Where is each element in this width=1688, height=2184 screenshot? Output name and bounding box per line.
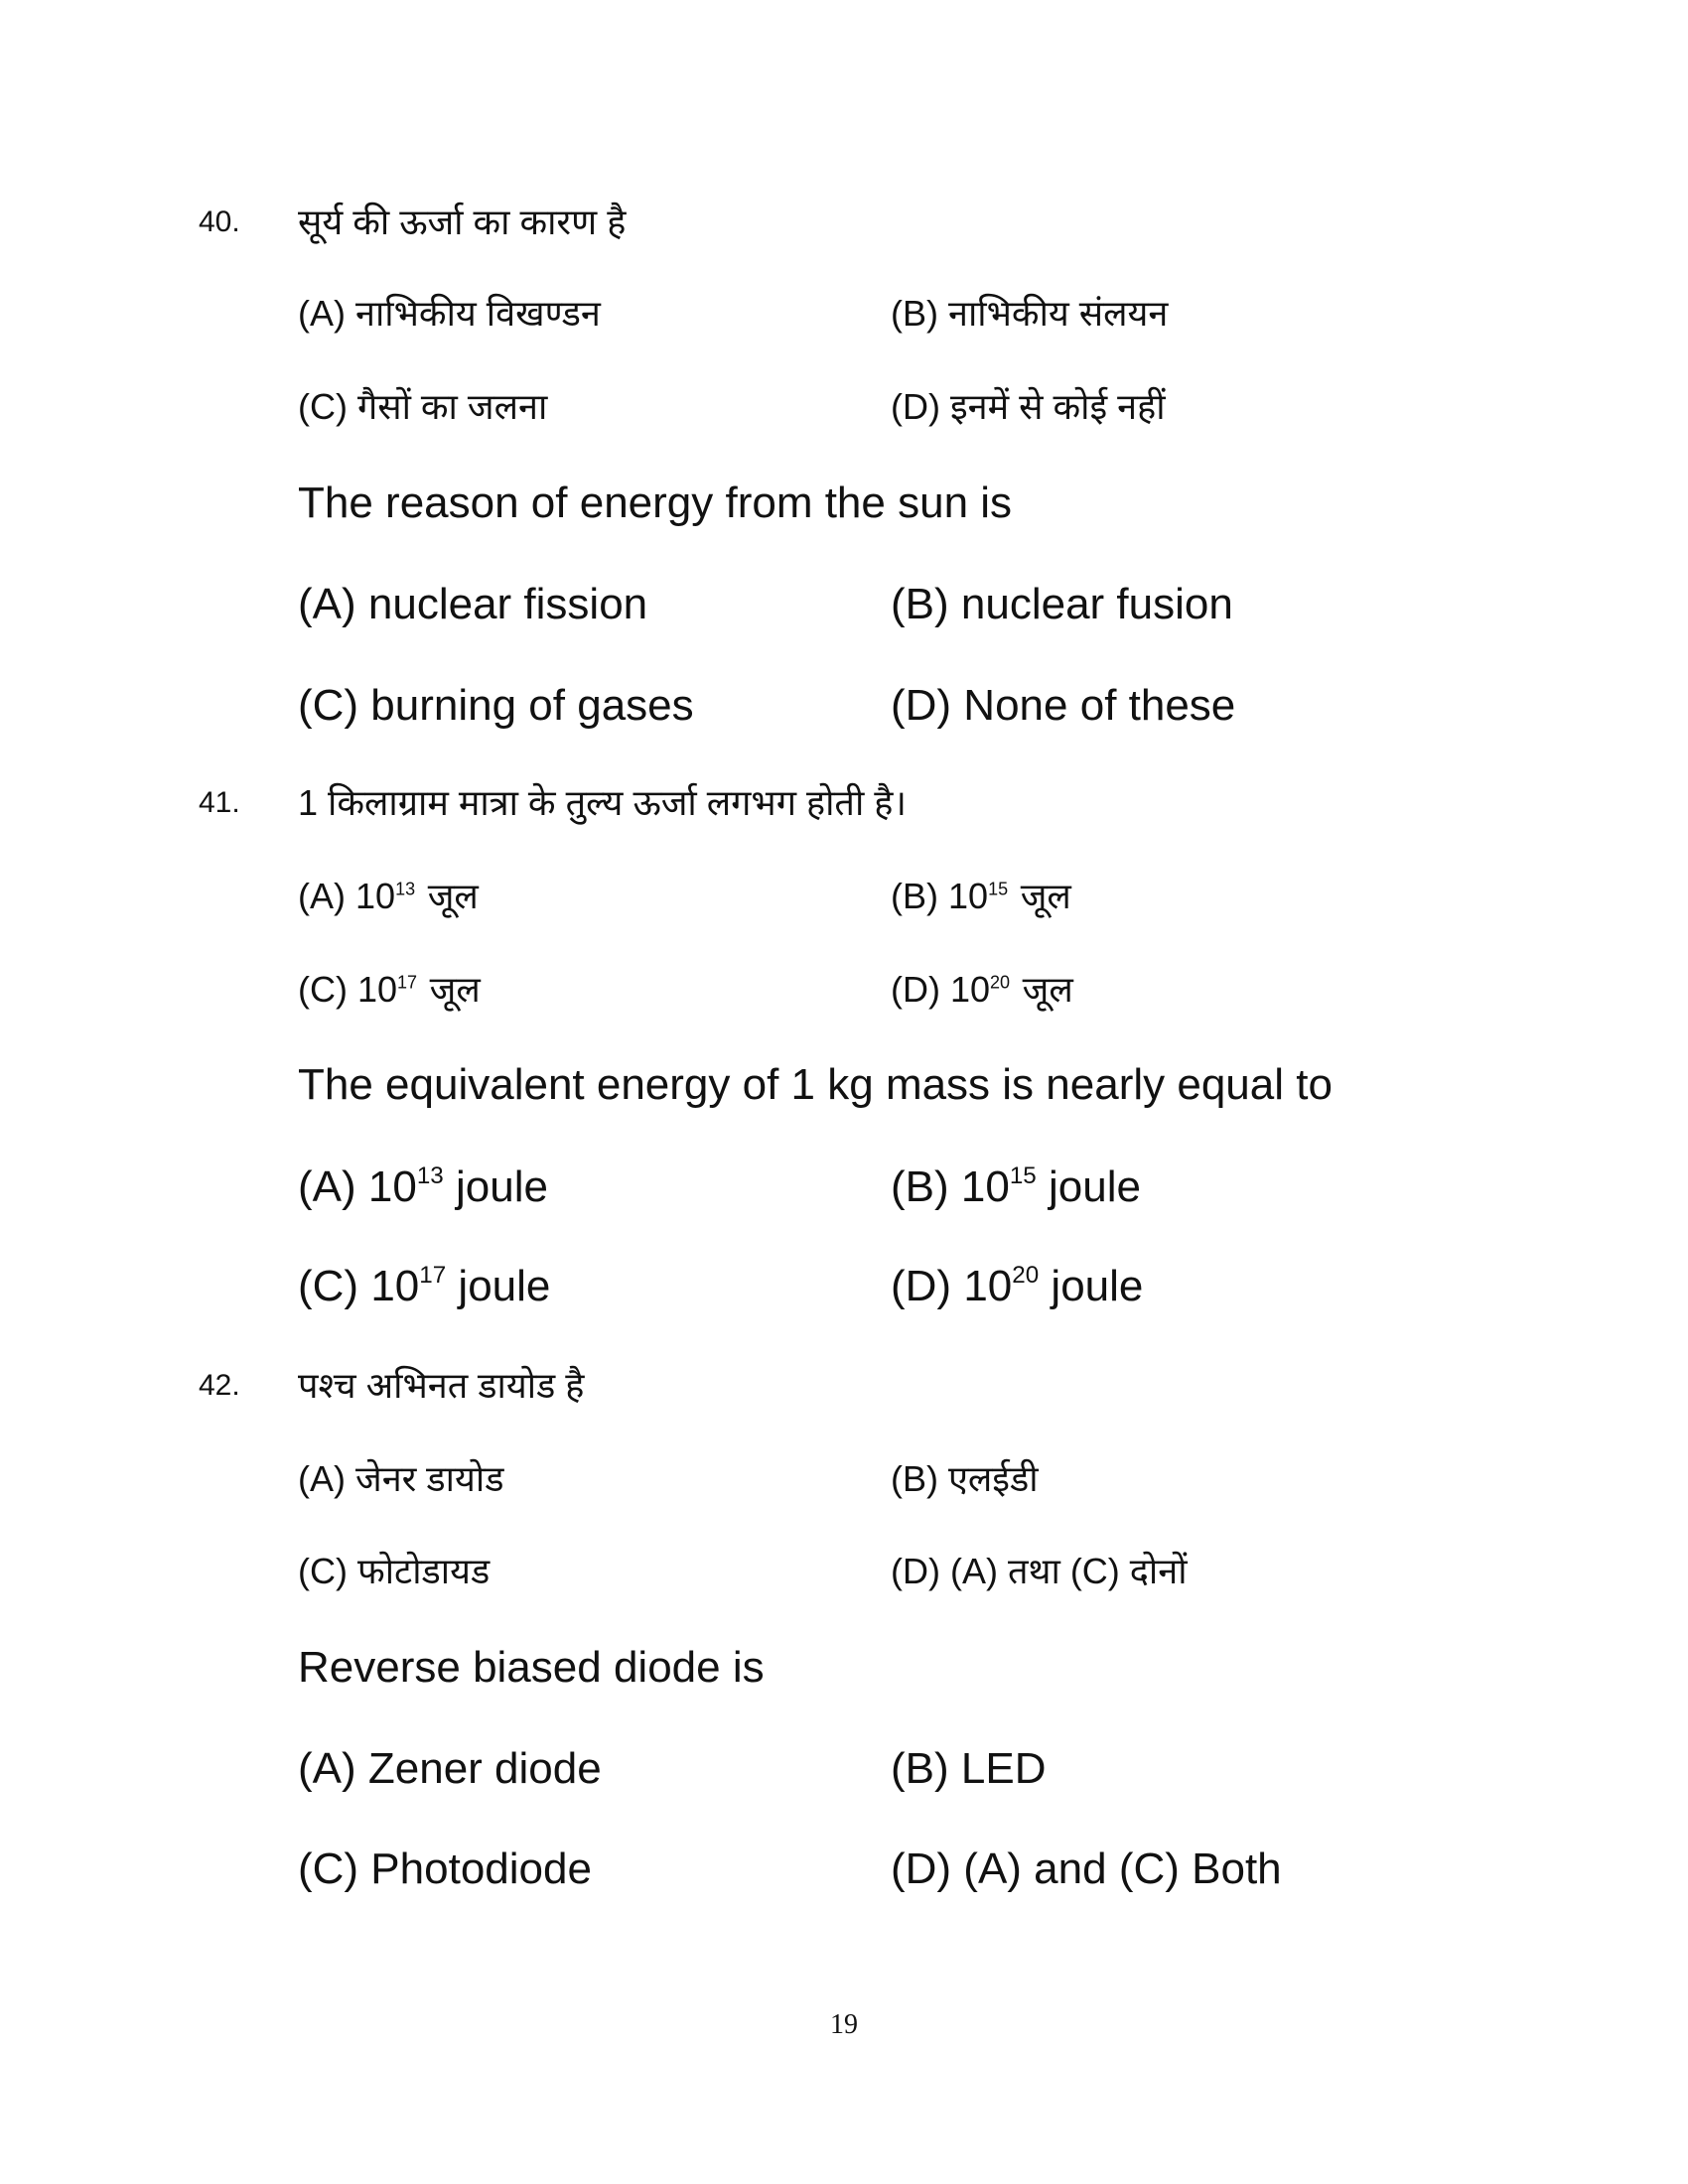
option-label: (C) (298, 1262, 359, 1310)
option-label: (B) (891, 1162, 949, 1211)
option-exponent: 17 (419, 1261, 447, 1289)
option-label: (A) (298, 876, 346, 916)
option-exponent: 15 (988, 879, 1009, 899)
option-exponent: 20 (990, 972, 1011, 993)
option-a-english (298, 1161, 548, 1213)
question-text-english: The equivalent energy of 1 kg mass is nearly equal to (298, 1060, 1333, 1109)
option-base: 10 (367, 1162, 417, 1211)
option-b-english: (B) LED (891, 1744, 1047, 1793)
option-d-hindi: (D) इनमें से कोई नहीं (891, 386, 1166, 427)
option-exponent: 15 (1009, 1161, 1037, 1189)
option-exponent: 13 (416, 1161, 444, 1189)
question-number: 41. (199, 786, 240, 819)
option-unit: joule (458, 1262, 551, 1310)
option-exponent: 13 (395, 879, 416, 899)
option-unit: जूल (1022, 969, 1073, 1010)
question-text-hindi: 1 किलाग्राम मात्रा के तुल्य ऊर्जा लगभग होती है। (298, 782, 908, 823)
option-d-english: (D) (A) and (C) Both (891, 1844, 1282, 1893)
option-exponent: 17 (397, 972, 418, 993)
option-label: (A) (298, 1162, 356, 1211)
question-number: 40. (199, 205, 240, 238)
option-label: (D) (891, 1262, 952, 1310)
option-unit: joule (455, 1162, 548, 1211)
question-text-english: Reverse biased diode is (298, 1643, 765, 1692)
page-number: 19 (830, 2009, 858, 2040)
option-c-english: (C) burning of gases (298, 681, 694, 730)
question-number: 42. (199, 1369, 240, 1402)
question-text-english: The reason of energy from the sun is (298, 478, 1013, 527)
option-a-hindi (298, 875, 479, 918)
option-a-english: (A) Zener diode (298, 1744, 602, 1793)
option-base: 10 (960, 1162, 1010, 1211)
question-text-hindi: सूर्य की ऊर्जा का कारण है (298, 202, 627, 242)
option-c-hindi: (C) गैसों का जलना (298, 386, 548, 427)
option-label: (C) (298, 969, 348, 1010)
option-base: 10 (357, 969, 398, 1010)
option-a-english: (A) nuclear fission (298, 580, 648, 628)
option-unit: joule (1048, 1162, 1141, 1211)
option-base: 10 (950, 969, 991, 1010)
option-b-english (891, 1161, 1141, 1213)
option-base: 10 (948, 876, 989, 916)
option-base: 10 (355, 876, 396, 916)
option-d-english: (D) None of these (891, 681, 1236, 730)
option-base: 10 (963, 1262, 1013, 1310)
question-text-hindi: पश्च अभिनत डायोड है (298, 1365, 585, 1406)
option-d-hindi: (D) (A) तथा (C) दोनों (891, 1551, 1188, 1591)
option-a-hindi: (A) जेनर डायोड (298, 1458, 504, 1499)
option-b-hindi (891, 875, 1071, 918)
option-unit: joule (1051, 1262, 1144, 1310)
option-c-hindi: (C) फोटोडायड (298, 1551, 491, 1591)
option-label: (B) (891, 876, 938, 916)
option-base: 10 (370, 1262, 420, 1310)
option-unit: जूल (427, 876, 479, 916)
option-b-english: (B) nuclear fusion (891, 580, 1233, 628)
option-label: (D) (891, 969, 940, 1010)
option-exponent: 20 (1012, 1261, 1040, 1289)
option-b-hindi: (B) नाभिकीय संलयन (891, 293, 1169, 334)
option-unit: जूल (429, 969, 481, 1010)
option-c-english (298, 1261, 550, 1312)
option-c-english: (C) Photodiode (298, 1844, 592, 1893)
option-b-hindi: (B) एलईडी (891, 1458, 1039, 1499)
option-c-hindi (298, 968, 481, 1012)
option-a-hindi: (A) नाभिकीय विखण्डन (298, 293, 601, 334)
option-unit: जूल (1020, 876, 1071, 916)
option-d-hindi (891, 968, 1073, 1012)
option-d-english (891, 1261, 1143, 1312)
